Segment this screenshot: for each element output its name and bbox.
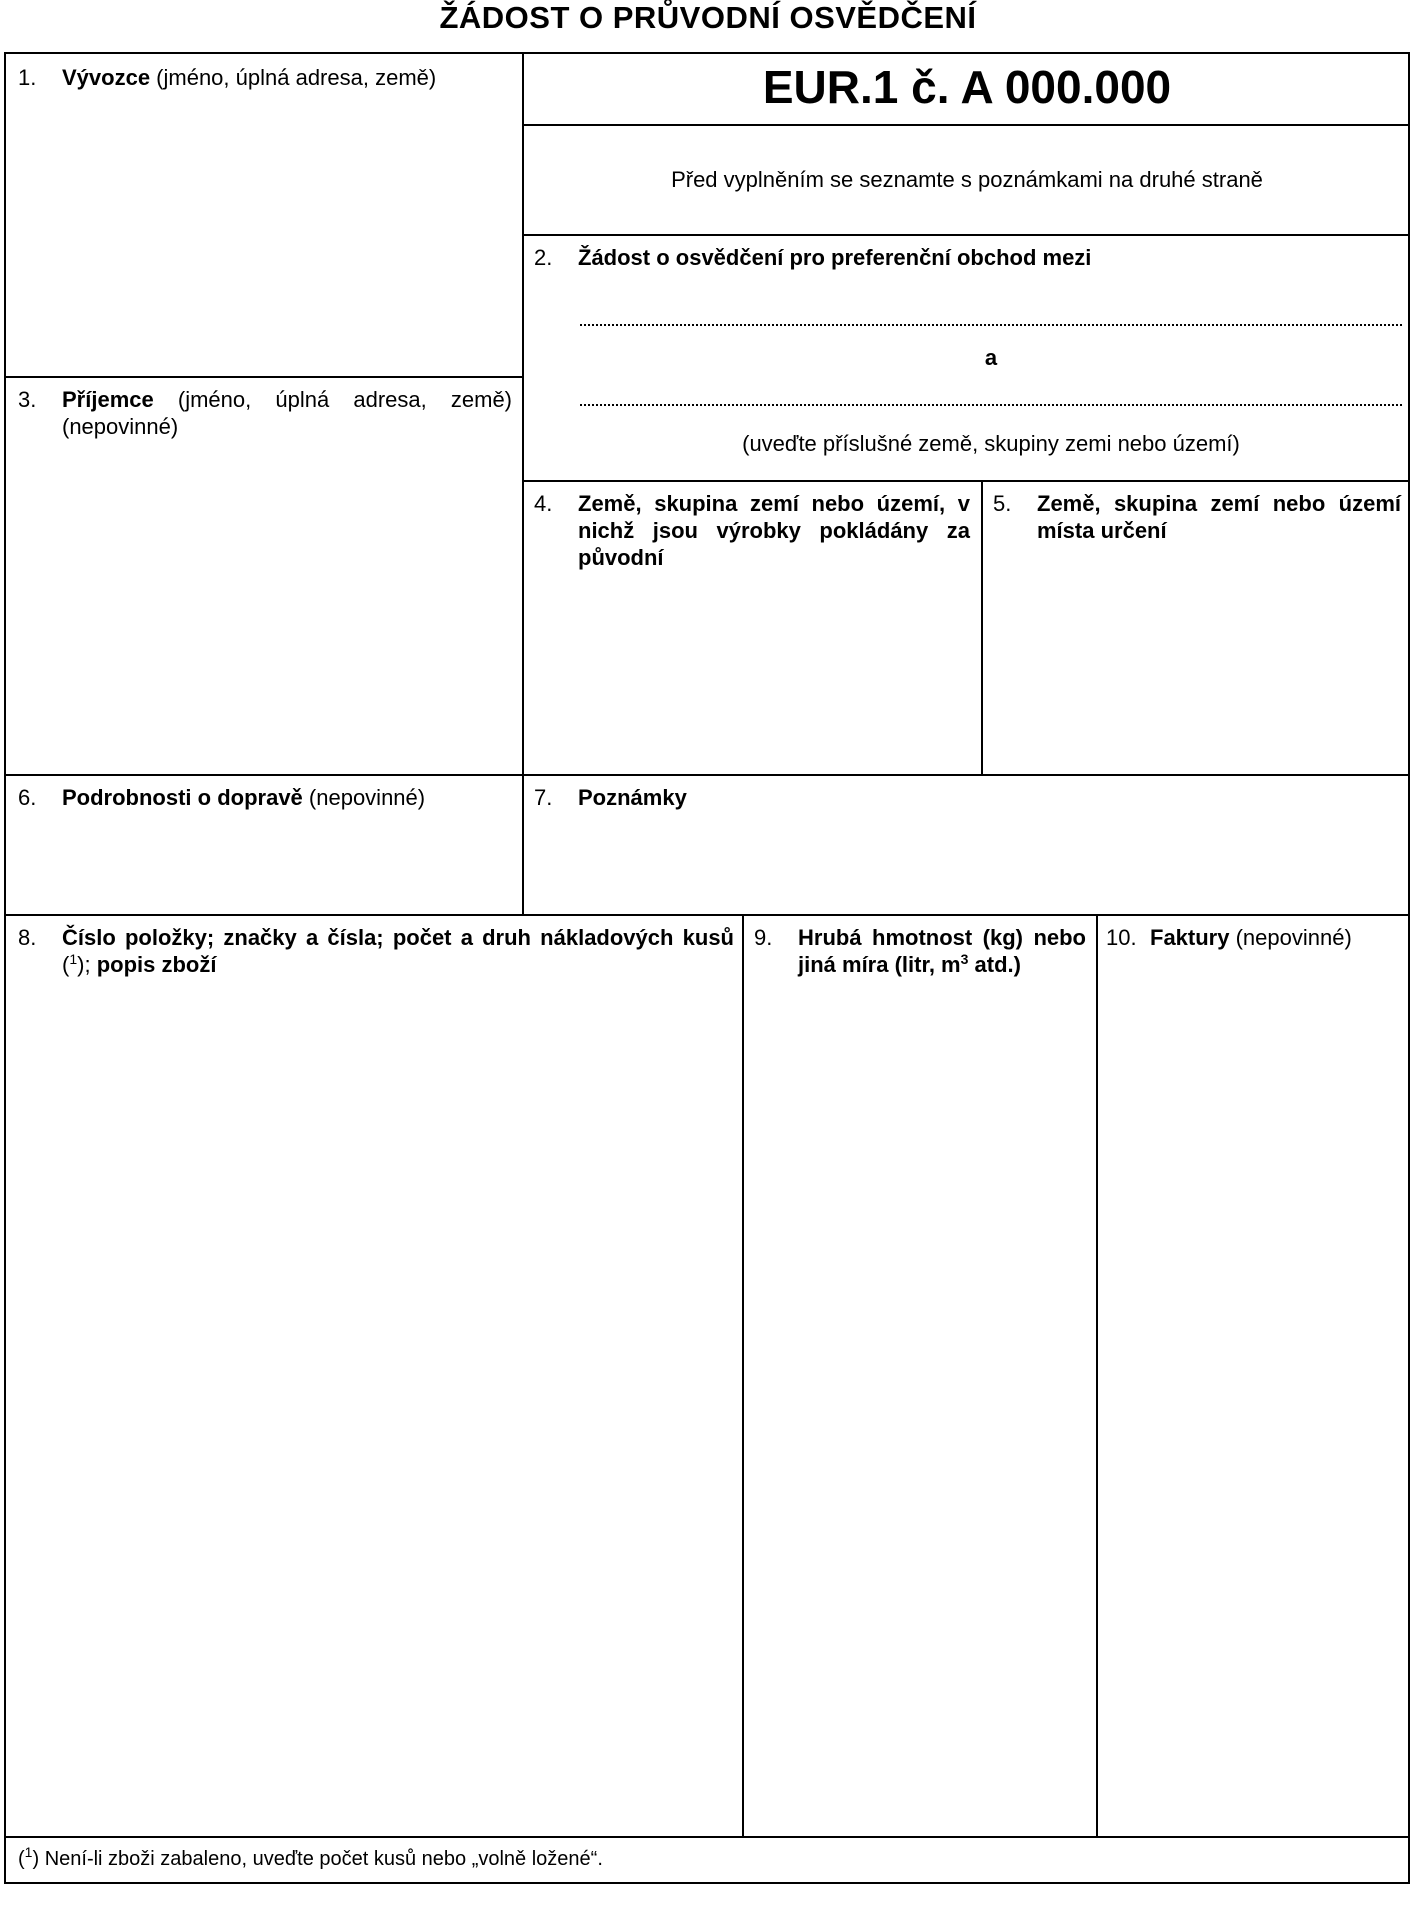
certificate-number: EUR.1 č. A 000.000 [762, 61, 1172, 113]
box2-label: Žádost o osvědčení pro preferenční obchod mezi [578, 245, 1092, 270]
box8-goods[interactable] [18, 924, 734, 984]
box5-label: Země, skupina zemí nebo území místa určení [1037, 491, 1401, 543]
box8-label: Číslo položky; značky a čísla; počet a druh nákladových kusů [62, 925, 734, 950]
box6-hint: (nepovinné) [302, 785, 426, 810]
box4-label: Země, skupina zemí nebo území, v nichž jsou výrobky pokládány za původní [578, 491, 970, 570]
box8-label-2: popis zboží [96, 952, 217, 977]
box3-number: 3. [18, 387, 37, 412]
footnote-paren-open: ( [18, 1848, 25, 1870]
box5-number: 5. [993, 491, 1012, 516]
box2-country-line-1[interactable] [580, 324, 1402, 326]
divider-box9-box10 [1096, 914, 1098, 1838]
divider-eur [522, 124, 1410, 126]
box6-number: 6. [18, 785, 37, 810]
box1-number: 1. [18, 65, 37, 90]
box8-paren-close: ); [77, 952, 97, 977]
box2-country-line-2[interactable] [580, 404, 1402, 406]
box3-consignee[interactable] [18, 386, 512, 446]
box7-number: 7. [534, 785, 553, 810]
box9-superscript: 3 [960, 951, 969, 967]
box2-hint: (uveďte příslušné země, skupiny zemi nebo území) [742, 431, 1240, 456]
footnote-paren-close: ) [32, 1848, 40, 1870]
divider-box3 [6, 376, 522, 378]
box2-number: 2. [534, 245, 553, 270]
box4-number: 4. [534, 491, 553, 516]
box6-label: Podrobnosti o dopravě [62, 785, 303, 810]
divider-box8 [6, 914, 1410, 916]
form-title: ŽÁDOST O PRŮVODNÍ OSVĚDČENÍ [439, 0, 977, 35]
box1-label: Vývozce [62, 65, 151, 90]
box10-hint: (nepovinné) [1229, 925, 1352, 950]
divider-footnote [6, 1836, 1410, 1838]
divider-box8-box9 [742, 914, 744, 1838]
box7-label: Poznámky [578, 785, 687, 810]
box9-weight[interactable] [754, 924, 1086, 1014]
divider-box2 [522, 234, 1410, 236]
box8-footnote-ref: 1 [69, 951, 78, 967]
box8-number: 8. [18, 925, 37, 950]
instructions-note: Před vyplněním se seznamte s poznámkami na druhé straně [671, 167, 1263, 192]
divider-box4-box5 [981, 480, 983, 774]
footnote-text: Není-li zboži zabaleno, uveďte počet kusů nebo „volně ložené“. [44, 1848, 603, 1870]
footnote [18, 1846, 1398, 1873]
box3-hint: (jméno, úplná adresa, země) (nepovinné) [62, 387, 512, 439]
divider-box4-5 [522, 480, 1410, 482]
form-frame [4, 52, 1410, 1884]
box1-hint: (jméno, úplná adresa, země) [150, 65, 437, 90]
box9-label-end: atd.) [968, 952, 1021, 977]
box4-origin[interactable] [534, 490, 970, 580]
box8-paren-open: ( [62, 952, 70, 977]
box9-number: 9. [754, 925, 773, 950]
box9-label: Hrubá hmotnost (kg) nebo jiná míra (litr, m [798, 925, 1086, 977]
box5-destination[interactable] [993, 490, 1401, 550]
box10-number: 10. [1106, 925, 1137, 950]
box10-label: Faktury [1150, 925, 1230, 950]
box2-and: a [984, 345, 998, 370]
divider-box6-7 [6, 774, 1410, 776]
box3-label: Příjemce [62, 387, 154, 412]
footnote-marker: 1 [24, 1844, 33, 1860]
